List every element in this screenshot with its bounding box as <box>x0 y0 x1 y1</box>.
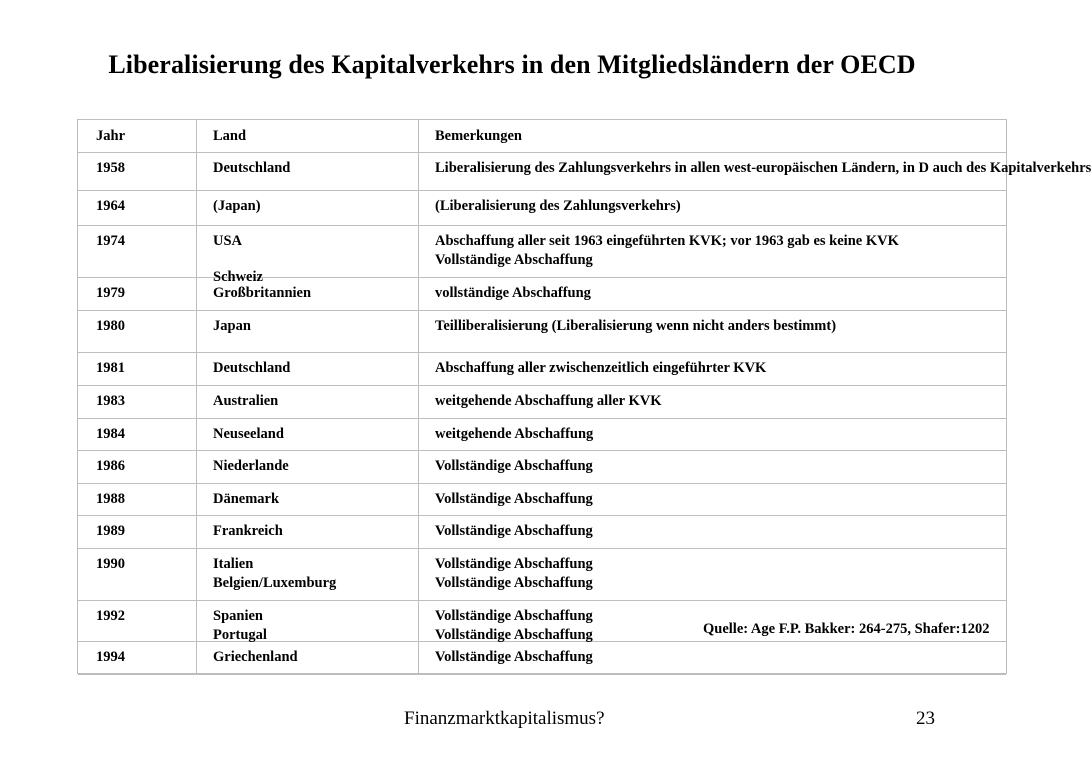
remark-cell <box>435 555 593 593</box>
remark-cell <box>435 284 591 303</box>
remark-cell <box>435 359 766 378</box>
overflow-country-label: Schweiz <box>213 269 263 285</box>
remark-cell <box>435 457 593 476</box>
remark-cell <box>435 522 593 541</box>
table-header-row <box>78 120 1006 153</box>
country-cell <box>213 197 261 216</box>
footer-title: Finanzmarktkapitalismus? <box>404 708 605 729</box>
country-line: Dänemark <box>213 491 280 507</box>
remark-cell <box>435 392 662 411</box>
remark-line: Abschaffung aller seit 1963 eingeführten KVK; vor 1963 gab es keine KVK <box>435 233 899 249</box>
table-row <box>78 353 1006 386</box>
table-row <box>78 516 1006 549</box>
remark-line: (Liberalisierung des Zahlungsverkehrs) <box>435 198 681 214</box>
year-cell: 1983 <box>96 393 125 409</box>
table-row <box>78 386 1006 419</box>
remark-line: weitgehende Abschaffung aller KVK <box>435 393 662 409</box>
year-cell: 1980 <box>96 318 125 334</box>
remark-line: Vollständige Abschaffung <box>435 252 593 268</box>
country-cell <box>213 457 289 476</box>
country-line: Neuseeland <box>213 426 284 442</box>
year-cell: 1981 <box>96 360 125 376</box>
country-line: Australien <box>213 393 279 409</box>
table-row <box>78 311 1006 353</box>
year-cell: 1958 <box>96 160 125 176</box>
year-cell: 1974 <box>96 233 125 249</box>
liberalization-table <box>77 119 1091 674</box>
country-cell <box>213 522 283 541</box>
table-row <box>78 191 1006 226</box>
year-cell: 1988 <box>96 491 125 507</box>
remark-cell <box>435 159 1091 178</box>
country-line: Japan <box>213 318 251 334</box>
remark-line: Vollständige Abschaffung <box>435 458 593 474</box>
year-cell: 1989 <box>96 523 125 539</box>
country-line: Belgien/Luxemburg <box>213 575 337 591</box>
country-line: Italien <box>213 556 254 572</box>
table-row <box>78 549 1006 601</box>
country-line: Niederlande <box>213 458 289 474</box>
country-line: Deutschland <box>213 360 291 376</box>
country-cell <box>213 392 278 411</box>
remark-line: Liberalisierung des Zahlungsverkehrs in allen west-europäischen Ländern, in D auch des Kapitalverkehrs <box>435 160 1091 176</box>
source-citation: Quelle: Age F.P. Bakker: 264-275, Shafer:1202 <box>703 621 990 637</box>
remark-cell <box>435 425 593 444</box>
remark-line: Vollständige Abschaffung <box>435 608 593 624</box>
remark-cell <box>435 607 593 645</box>
year-cell: 1994 <box>96 649 125 665</box>
slide-title: Liberalisierung des Kapitalverkehrs in den Mitgliedsländern der OECD <box>108 50 916 79</box>
country-line: Griechenland <box>213 649 298 665</box>
table-row <box>78 484 1006 516</box>
country-line: Deutschland <box>213 160 291 176</box>
remark-line: weitgehende Abschaffung <box>435 426 594 442</box>
country-line: (Japan) <box>213 198 261 214</box>
page-number: 23 <box>916 708 935 729</box>
country-cell <box>213 359 290 378</box>
remark-cell <box>435 490 593 509</box>
country-cell <box>213 425 284 444</box>
country-line: Großbritannien <box>213 285 312 301</box>
table-row <box>78 642 1006 675</box>
country-cell <box>213 648 298 667</box>
header-country: Land <box>213 128 247 144</box>
country-cell <box>213 232 242 251</box>
remark-line: Vollständige Abschaffung <box>435 575 593 591</box>
year-cell: 1964 <box>96 198 125 214</box>
country-line: USA <box>213 233 243 249</box>
header-year: Jahr <box>96 128 125 144</box>
table-row <box>78 153 1091 191</box>
table-row <box>78 419 1006 451</box>
remark-line: Abschaffung aller zwischenzeitlich eingeführter KVK <box>435 360 767 376</box>
remark-line: Vollständige Abschaffung <box>435 491 593 507</box>
year-cell: 1979 <box>96 285 125 301</box>
remark-line: Teilliberalisierung (Liberalisierung wenn nicht anders bestimmt) <box>435 318 837 334</box>
table-row <box>78 451 1006 484</box>
header-remark: Bemerkungen <box>435 128 522 144</box>
country-cell <box>213 607 267 645</box>
year-cell: 1984 <box>96 426 125 442</box>
country-cell <box>213 317 251 336</box>
country-cell <box>213 490 279 509</box>
country-cell <box>213 284 311 303</box>
country-line: Frankreich <box>213 523 283 539</box>
country-line: Spanien <box>213 608 263 624</box>
remark-cell <box>435 317 836 336</box>
remark-line: Vollständige Abschaffung <box>435 556 593 572</box>
remark-line: Vollständige Abschaffung <box>435 523 593 539</box>
remark-line: Vollständige Abschaffung <box>435 649 593 665</box>
country-cell <box>213 159 290 178</box>
remark-cell <box>435 197 681 216</box>
year-cell: 1986 <box>96 458 125 474</box>
remark-cell <box>435 648 593 667</box>
country-cell <box>213 555 336 593</box>
country-line: Portugal <box>213 627 267 643</box>
year-cell: 1992 <box>96 608 125 624</box>
remark-cell <box>435 232 899 270</box>
remark-line: Vollständige Abschaffung <box>435 627 593 643</box>
remark-line: vollständige Abschaffung <box>435 285 591 301</box>
year-cell: 1990 <box>96 556 125 572</box>
